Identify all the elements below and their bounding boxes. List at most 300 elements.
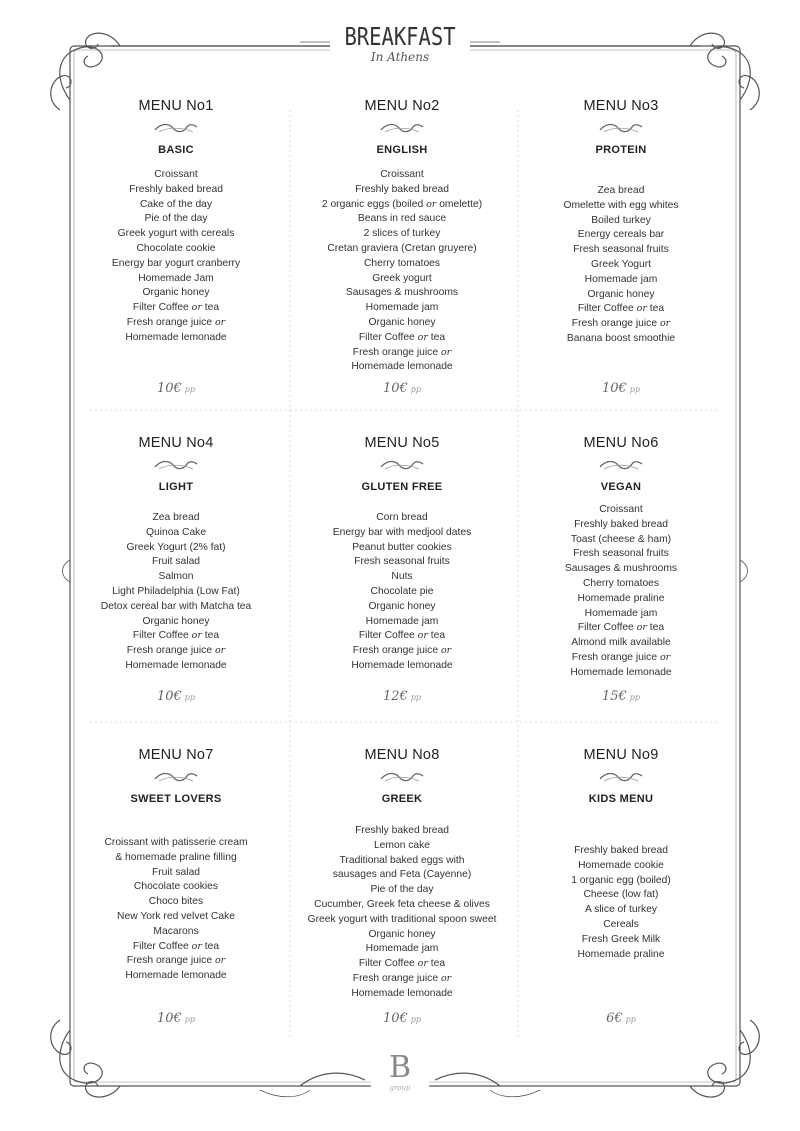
menu-item-text: Filter Coffee [577, 622, 634, 634]
menu-item-or: or [214, 316, 226, 328]
menu-category: GREEK [381, 793, 423, 805]
menu-items [508, 503, 734, 681]
menu-item-text: Filter Coffee [132, 302, 189, 314]
menu-price [508, 1011, 734, 1026]
menu-item [63, 600, 289, 615]
menu-price [63, 381, 289, 396]
menu-item [289, 868, 515, 883]
menu-item [289, 227, 515, 242]
menu-item [63, 511, 289, 526]
menu-item-after: tea [204, 302, 220, 314]
menu-item-or: or [659, 651, 671, 663]
divider-swirl-icon [379, 121, 425, 135]
menu-item [63, 331, 289, 346]
menu-item-text: Corn bread [376, 512, 428, 523]
divider-swirl-icon [598, 458, 644, 472]
menu-item-text: Fresh orange juice [571, 651, 658, 663]
menu-item-text: & homemade praline filling [115, 851, 237, 863]
menu-price [508, 381, 734, 396]
menu-item-text: Cake of the day [139, 198, 213, 210]
menu-item [289, 272, 515, 287]
menu-item-text: Homemade lemonade [351, 659, 453, 671]
menu-item [508, 948, 734, 963]
menu-item [63, 836, 289, 851]
menu-item-text: Homemade lemonade [570, 666, 672, 678]
menu-item-or: or [440, 346, 452, 358]
menu-item [289, 316, 515, 331]
menu-title: MENU No6 [583, 435, 659, 451]
brand-monogram [371, 1040, 429, 1106]
menu-price [289, 689, 515, 704]
menu-category: LIGHT [158, 481, 194, 493]
menu-item [508, 562, 734, 577]
menu-item-after: tea [430, 331, 446, 343]
menu-item-text: Traditional baked eggs with [339, 854, 465, 866]
menu-item [508, 243, 734, 258]
menu-item-text: Cucumber, Greek feta cheese & olives [314, 898, 490, 910]
menu-item-text: Fresh orange juice [352, 972, 439, 984]
menu-item [508, 184, 734, 199]
menu-item [289, 570, 515, 585]
menu-item-text: Fresh orange juice [571, 318, 658, 330]
divider-swirl-icon [153, 458, 199, 472]
menu-item [289, 286, 515, 301]
menu-title: MENU No5 [364, 435, 440, 451]
menu-item-text: Fresh orange juice [126, 316, 213, 328]
menu-item-text: A slice of turkey [584, 904, 658, 916]
menu-item [63, 301, 289, 316]
menu-item [289, 360, 515, 375]
menu-item [508, 503, 734, 518]
menu-item-text: Chocolate pie [370, 585, 434, 597]
menu-item [508, 577, 734, 592]
menu-item-after: tea [204, 940, 220, 952]
menu-title: MENU No9 [583, 747, 659, 763]
menu-item [508, 273, 734, 288]
menu-item-text: Croissant [380, 169, 424, 180]
menu-item [289, 839, 515, 854]
menu-item [508, 302, 734, 317]
menu-item-text: Filter Coffee [358, 630, 415, 642]
menu-item [508, 666, 734, 681]
menu-items [289, 168, 515, 375]
menu-item-text: Fresh orange juice [352, 346, 439, 358]
menu-items [63, 168, 289, 346]
price-per-person: pp [184, 693, 196, 702]
menu-item [289, 987, 515, 1002]
menu-item-text: Filter Coffee [358, 331, 415, 343]
menu-item-text: Homemade jam [365, 615, 439, 627]
menu-item [289, 824, 515, 839]
menu-item-text: Chocolate cookies [133, 881, 219, 893]
menu-item [63, 925, 289, 940]
monogram-letter: B [388, 1050, 412, 1085]
menu-item [63, 615, 289, 630]
menu-item [289, 541, 515, 556]
menu-item [508, 332, 734, 347]
menu-item-text: Boiled turkey [591, 214, 651, 226]
menu-item [63, 570, 289, 585]
menu-item [63, 555, 289, 570]
menu-item-text: Homemade praline [577, 592, 665, 604]
menu-item [63, 895, 289, 910]
menu-item-text: Cheese (low fat) [583, 889, 659, 901]
menu-item [289, 198, 515, 213]
menu-item-text: New York red velvet Cake [117, 910, 235, 922]
menu-item [289, 913, 515, 928]
menu-item-or: or [191, 630, 202, 642]
menu-item [63, 940, 289, 955]
price-per-person: pp [184, 385, 196, 394]
menu-title: MENU No8 [364, 747, 440, 763]
menu-price [63, 689, 289, 704]
menu-item-text: Cherry tomatoes [363, 257, 441, 269]
menu-item [289, 629, 515, 644]
menu-item [289, 511, 515, 526]
menu-item-text: Zea bread [152, 512, 200, 523]
menu-item-or: or [440, 972, 452, 984]
menu-items [63, 836, 289, 984]
menu-item [63, 212, 289, 227]
menu-category: ENGLISH [376, 144, 428, 156]
menu-title: MENU No2 [364, 98, 440, 114]
menu-title: MENU No3 [583, 98, 659, 114]
menu-item-text: Cereals [603, 918, 639, 930]
menu-item [63, 257, 289, 272]
menu-item-text: Fresh seasonal fruits [354, 556, 450, 568]
menu-price [508, 689, 734, 704]
menu-item-text: Organic honey [368, 316, 436, 328]
menu-card [289, 434, 515, 704]
menu-item-text: Beans in red sauce [357, 213, 447, 225]
menu-item-text: Light Philadelphia (Low Fat) [112, 585, 240, 597]
page-subtitle: In Athens [370, 50, 430, 64]
menu-price [289, 1011, 515, 1026]
menu-item-text: Peanut butter cookies [352, 541, 452, 553]
price-value: 10€ [382, 381, 408, 396]
divider-swirl-icon [379, 770, 425, 784]
menu-item-text: Freshly baked bread [355, 183, 449, 195]
menu-price [63, 1011, 289, 1026]
menu-item-text: Croissant [154, 169, 198, 180]
menu-item-text: Greek Yogurt [590, 258, 652, 270]
menu-item-text: Fruit salad [151, 866, 201, 878]
menu-item [289, 615, 515, 630]
menu-item [63, 880, 289, 895]
menu-item [289, 183, 515, 198]
menu-item-after: tea [204, 630, 220, 642]
menu-item [508, 288, 734, 303]
menu-item-or: or [659, 318, 671, 330]
menu-item-or: or [636, 303, 647, 315]
menu-item-text: Filter Coffee [358, 958, 415, 970]
menu-item-text: Greek Yogurt (2% fat) [126, 541, 226, 553]
menu-item [508, 199, 734, 214]
menu-item [63, 585, 289, 600]
menu-item-or: or [417, 630, 428, 642]
menu-item [508, 214, 734, 229]
menu-item-text: Homemade lemonade [351, 987, 453, 999]
menu-item-text: Fruit salad [151, 556, 201, 568]
menu-item-after: tea [430, 958, 446, 970]
price-value: 10€ [156, 1011, 182, 1026]
menu-item-or: or [636, 622, 647, 634]
menu-item [508, 933, 734, 948]
menu-item [63, 316, 289, 331]
menu-items [508, 184, 734, 347]
menu-item [508, 621, 734, 636]
menu-item-after: tea [649, 622, 665, 634]
menu-item [289, 331, 515, 346]
menu-item [289, 942, 515, 957]
menu-item-text: Homemade lemonade [351, 361, 453, 373]
price-per-person: pp [410, 693, 422, 702]
menu-item [289, 346, 515, 361]
menu-item [63, 954, 289, 969]
menu-item-text: Almond milk available [571, 637, 671, 649]
menu-title: MENU No1 [138, 98, 214, 114]
menu-item [289, 585, 515, 600]
menu-card [63, 746, 289, 1026]
menu-category: SWEET LOVERS [130, 793, 222, 805]
menu-item-text: Homemade jam [584, 273, 658, 285]
menu-item-text: Lemon cake [373, 839, 431, 851]
price-per-person: pp [184, 1015, 196, 1024]
menu-item-text: Homemade praline [577, 948, 665, 960]
menu-item-or: or [191, 302, 202, 314]
menu-item-text: Salmon [158, 571, 194, 583]
price-per-person: pp [410, 1015, 422, 1024]
menu-item [508, 651, 734, 666]
menu-item [508, 844, 734, 859]
price-value: 10€ [382, 1011, 408, 1026]
menu-item-or: or [417, 331, 428, 343]
menu-item-text: Filter Coffee [132, 630, 189, 642]
menu-item [508, 533, 734, 548]
menu-item-text: Detox cereal bar with Matcha tea [100, 600, 252, 612]
menu-item-text: Fresh orange juice [126, 955, 213, 967]
menu-title: MENU No4 [138, 435, 214, 451]
menu-item-text: Organic honey [587, 288, 655, 300]
menu-item-text: Energy cereals bar [577, 229, 665, 241]
menu-item [508, 903, 734, 918]
menu-item-text: Quinoa Cake [145, 526, 207, 538]
menu-item-text: Homemade Jam [138, 272, 214, 284]
menu-item [63, 242, 289, 257]
price-value: 10€ [601, 381, 627, 396]
menu-item [63, 969, 289, 984]
menu-item-text: Toast (cheese & ham) [570, 533, 672, 545]
menu-item [289, 644, 515, 659]
menu-item [289, 257, 515, 272]
menu-item-text: Sausages & mushrooms [345, 287, 459, 299]
menu-item [63, 168, 289, 183]
menu-item [289, 854, 515, 869]
menu-item-text: Pie of the day [370, 884, 434, 896]
menu-category: BASIC [158, 144, 194, 156]
menu-items [289, 824, 515, 1002]
menu-item-text: Homemade jam [584, 607, 658, 619]
menu-category: PROTEIN [595, 144, 647, 156]
menu-item [63, 286, 289, 301]
menu-title: MENU No7 [138, 747, 214, 763]
menu-item-or: or [191, 940, 202, 952]
menu-item-text: Organic honey [142, 287, 210, 299]
divider-swirl-icon [153, 770, 199, 784]
menu-item-after: omelette) [439, 198, 483, 210]
menu-item [63, 629, 289, 644]
menu-item [63, 910, 289, 925]
price-value: 12€ [382, 689, 408, 704]
menu-item-text: Homemade lemonade [125, 970, 227, 982]
menu-card [508, 746, 734, 1026]
menu-items [63, 511, 289, 674]
menu-item-or: or [214, 645, 226, 657]
menu-items [508, 844, 734, 962]
menu-item-text: Fresh seasonal fruits [573, 244, 669, 256]
menu-item [63, 866, 289, 881]
menu-item-text: Energy bar yogurt cranberry [111, 257, 241, 269]
menu-item [508, 888, 734, 903]
menu-item [63, 851, 289, 866]
menu-item [508, 636, 734, 651]
menu-item [289, 212, 515, 227]
price-per-person: pp [625, 1015, 636, 1024]
menu-item [508, 859, 734, 874]
divider-swirl-icon [153, 121, 199, 135]
menu-item [508, 918, 734, 933]
menu-item-text: Banana boost smoothie [566, 332, 676, 344]
menu-price [289, 381, 515, 396]
menu-item [289, 928, 515, 943]
menu-items [289, 511, 515, 674]
menu-item-text: Cherry tomatoes [582, 577, 660, 589]
menu-item [508, 228, 734, 243]
menu-item-text: Organic honey [368, 600, 436, 612]
menu-card [289, 746, 515, 1026]
menu-item [63, 541, 289, 556]
price-per-person: pp [629, 385, 641, 394]
menu-item [289, 168, 515, 183]
menu-card [63, 97, 289, 396]
menu-item-text: Freshly baked bread [129, 183, 223, 195]
menu-item [289, 301, 515, 316]
menu-item-text: Fresh seasonal fruits [573, 548, 669, 560]
menu-item-text: Pie of the day [144, 213, 208, 225]
menu-item-text: Freshly baked bread [574, 518, 668, 530]
price-value: 15€ [601, 689, 627, 704]
menu-item-text: Filter Coffee [132, 940, 189, 952]
menu-item-text: Homemade cookie [578, 859, 664, 871]
menu-item-or: or [417, 958, 428, 970]
menu-item-text: Chocolate cookie [136, 242, 216, 254]
header [330, 22, 470, 64]
menu-item [63, 272, 289, 287]
price-value: 10€ [156, 689, 182, 704]
menu-item [289, 526, 515, 541]
menu-item-text: Choco bites [148, 896, 204, 908]
menu-item [63, 183, 289, 198]
menu-item-text: Sausages & mushrooms [564, 563, 678, 575]
menu-item [508, 258, 734, 273]
menu-category: GLUTEN FREE [361, 481, 443, 493]
menu-item [508, 518, 734, 533]
menu-category: KIDS MENU [588, 793, 654, 805]
menu-item-text: Nuts [391, 571, 413, 583]
page-title: BREAKFAST [344, 22, 456, 51]
menu-item-text: 1 organic egg (boiled) [571, 874, 671, 886]
menu-item [289, 883, 515, 898]
divider-swirl-icon [379, 458, 425, 472]
menu-item-text: Cretan graviera (Cretan gruyere) [327, 242, 477, 254]
menu-item-text: Organic honey [142, 615, 210, 627]
menu-item-text: Freshly baked bread [574, 845, 668, 856]
divider-swirl-icon [598, 121, 644, 135]
price-value: 6€ [606, 1011, 623, 1026]
menu-item-after: tea [649, 303, 665, 315]
menu-item [289, 957, 515, 972]
price-value: 10€ [156, 381, 182, 396]
menu-card [508, 434, 734, 704]
menu-item [289, 659, 515, 674]
menu-item-text: 2 organic eggs (boiled [321, 198, 424, 210]
menu-item-text: Organic honey [368, 928, 436, 940]
menu-card [289, 97, 515, 396]
menu-card [63, 434, 289, 704]
menu-item-text: Homemade jam [365, 943, 439, 955]
menu-item [289, 242, 515, 257]
menu-item-text: Croissant with patisserie cream [104, 837, 248, 848]
menu-item-text: Homemade lemonade [125, 331, 227, 343]
menu-item [508, 874, 734, 889]
menu-item [63, 659, 289, 674]
menu-item-or: or [440, 645, 452, 657]
menu-item-text: Croissant [599, 504, 643, 515]
menu-item-text: Fresh Greek Milk [581, 933, 661, 945]
menu-item-text: Filter Coffee [577, 303, 634, 315]
menu-item-text: Homemade lemonade [125, 659, 227, 671]
divider-swirl-icon [598, 770, 644, 784]
price-per-person: pp [410, 385, 422, 394]
menu-card [508, 97, 734, 396]
menu-item-or: or [426, 198, 437, 210]
menu-item [289, 898, 515, 913]
menu-category: VEGAN [600, 481, 642, 493]
menu-item-or: or [214, 955, 226, 967]
menu-item [63, 526, 289, 541]
menu-item [508, 547, 734, 562]
menu-item [63, 198, 289, 213]
menu-item [508, 607, 734, 622]
menu-item-text: Fresh orange juice [352, 645, 439, 657]
menu-item [289, 555, 515, 570]
menu-item [508, 317, 734, 332]
menu-item-text: Greek yogurt [372, 272, 432, 284]
menu-item-after: tea [430, 630, 446, 642]
price-per-person: pp [629, 693, 641, 702]
menu-item-text: Fresh orange juice [126, 645, 213, 657]
menu-item-text: Omelette with egg whites [563, 199, 679, 211]
menu-item-text: Zea bread [597, 185, 645, 196]
menu-item-text: Greek yogurt with traditional spoon sweet [307, 913, 497, 925]
menu-item [289, 972, 515, 987]
menu-item [508, 592, 734, 607]
menu-item-text: Freshly baked bread [355, 825, 449, 836]
menu-item-text: Macarons [153, 925, 199, 937]
monogram-subtitle: group [389, 1084, 411, 1092]
menu-item [289, 600, 515, 615]
menu-item [63, 227, 289, 242]
